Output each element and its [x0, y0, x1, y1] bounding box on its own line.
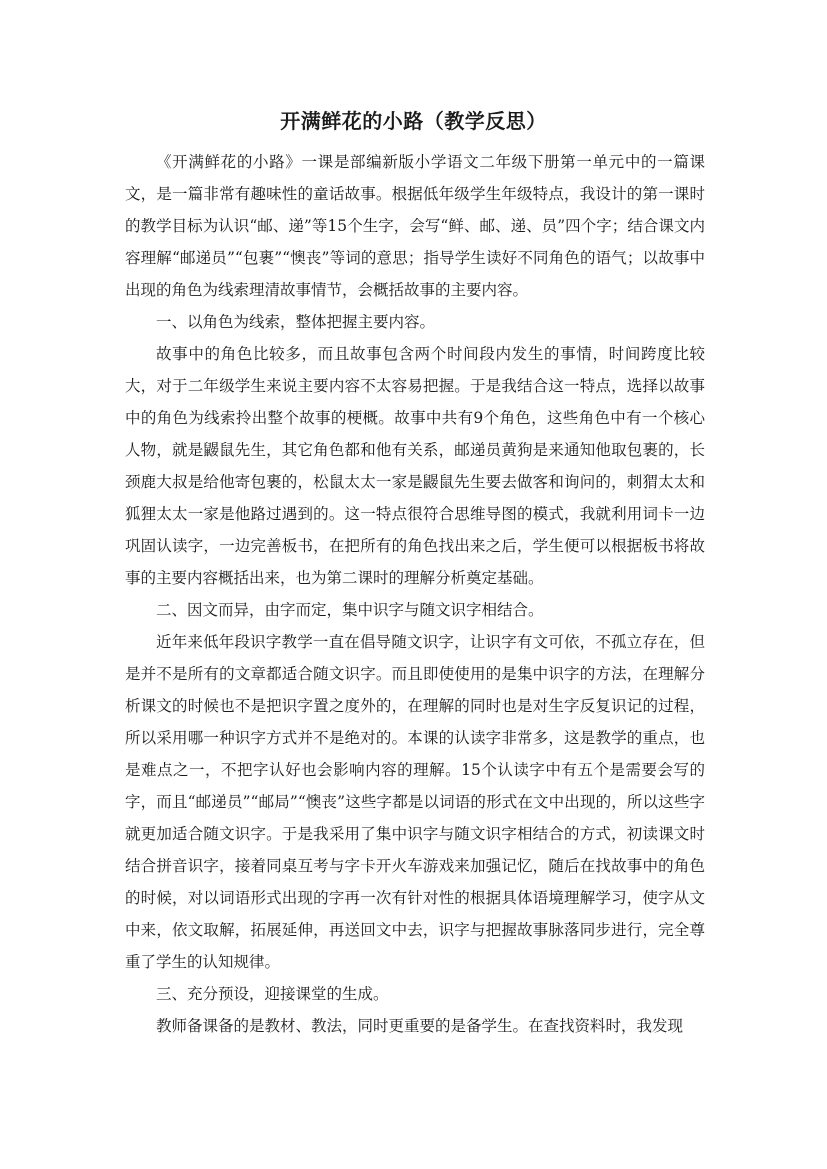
paragraph-section-1: 故事中的角色比较多，而且故事包含两个时间段内发生的事情，时间跨度比较大，对于二年级学生来说主要内容不太容易把握。于是我结合这一特点，选择以故事中的角色为线索拎出整个故事的梗概。故事中共有9个角色，这些角色中有一个核心人物，就是鼹鼠先生，其它角色都和他有关系，邮递员黄狗是来通知他取包裹的，长颈鹿大叔是给他寄包裹的，松鼠太太一家是鼹鼠先生要去做客和询问的，刺猬太太和狐狸太太一家是他路过遇到的。这一特点很符合思维导图的模式，我就利用词卡一边巩固认读字，一边完善板书，在把所有的角色找出来之后，学生便可以根据板书将故事的主要内容概括出来，也为第二课时的理解分析奠定基础。: [125, 345, 705, 587]
document-title: 开满鲜花的小路（教学反思）: [280, 109, 547, 133]
paragraph-section-3: 教师备课备的是教材、教法，同时更重要的是备学生。在查找资料时，我发现: [156, 1017, 684, 1035]
section-heading-2: 二、因文而异，由字而定，集中识字与随文识字相结合。: [156, 601, 544, 619]
section-heading-1: 一、以角色为线索，整体把握主要内容。: [156, 313, 436, 331]
paragraph-intro: 《开满鲜花的小路》一课是部编新版小学语文二年级下册第一单元中的一篇课文，是一篇非常有趣味性的童话故事。根据低年级学生年级特点，我设计的第一课时的教学目标为认识“邮、递”等15个生字，会写“鲜、邮、递、员”四个字；结合课文内容理解“邮递员”“包裹”“懊丧”等词的意思；指导学生读好不同角色的语气；以故事中出现的角色为线索理清故事情节，会概括故事的主要内容。: [125, 153, 705, 299]
section-heading-3: 三、充分预设，迎接课堂的生成。: [156, 985, 389, 1003]
paragraph-section-2: 近年来低年段识字教学一直在倡导随文识字，让识字有文可依，不孤立存在，但是并不是所有的文章都适合随文识字。而且即使使用的是集中识字的方法，在理解分析课文的时候也不是把识字置之度外的，在理解的同时也是对生字反复识记的过程，所以采用哪一种识字方式并不是绝对的。本课的认读字非常多，这是教学的重点，也是难点之一，不把字认好也会影响内容的理解。15个认读字中有五个是需要会写的字，而且“邮递员”“邮局”“懊丧”这些字都是以词语的形式在文中出现的，所以这些字就更加适合随文识字。于是我采用了集中识字与随文识字相结合的方式，初读课文时结合拼音识字，接着同桌互考与字卡开火车游戏来加强记忆，随后在找故事中的角色的时候，对以词语形式出现的字再一次有针对性的根据具体语境理解学习，使字从文中来，依文取解，拓展延伸，再送回文中去，识字与把握故事脉落同步进行，完全尊重了学生的认知规律。: [125, 633, 705, 971]
document-body: [125, 146, 705, 1042]
